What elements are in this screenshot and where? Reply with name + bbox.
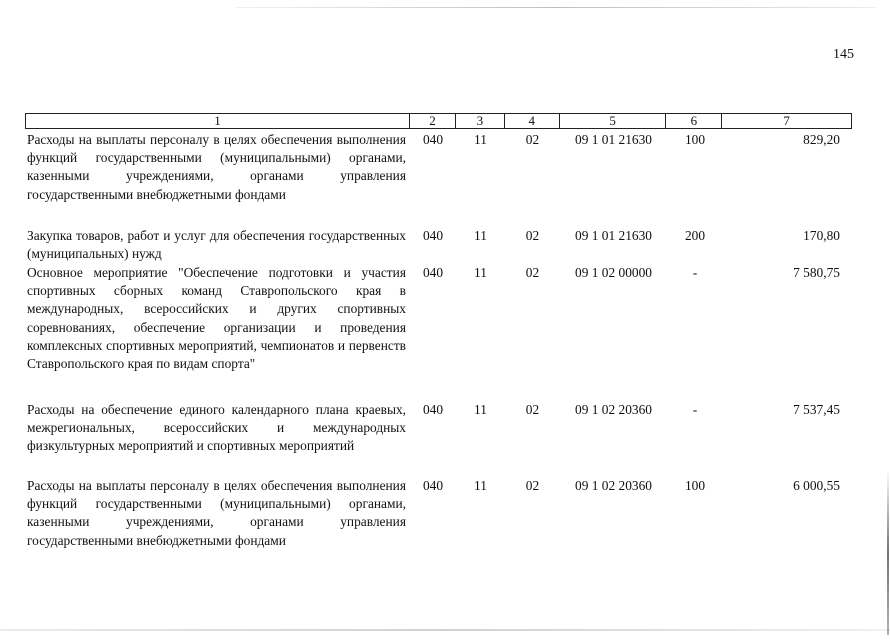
page-number: 145 (833, 47, 854, 62)
column-header-7: 7 (783, 113, 790, 128)
column-header-4: 4 (505, 114, 560, 128)
row-amount: 829,20 (803, 132, 840, 147)
row-code-3: 11 (474, 228, 487, 243)
row-code-6: 100 (684, 478, 706, 493)
column-header-1: 1 (26, 114, 410, 128)
row-code-6: 200 (684, 228, 706, 243)
row-code-5: 09 1 02 20360 (575, 478, 652, 493)
row-code-4: 02 (525, 132, 540, 147)
column-header-3: 3 (456, 114, 505, 128)
row-code-4: 02 (525, 228, 540, 243)
row-amount: 170,80 (803, 228, 840, 243)
row-code-5: 09 1 01 21630 (575, 228, 652, 243)
row-code-6: - (692, 265, 698, 280)
row-description: Закупка товаров, работ и услуг для обеспечения государственных (муниципальных) нужд (27, 228, 406, 262)
column-header-6: 6 (666, 114, 722, 128)
row-code-3: 11 (474, 402, 487, 417)
row-amount: 7 580,75 (793, 265, 840, 280)
row-description: Расходы на обеспечение единого календарного плана краевых, межрегиональных, всероссийских и международных физкультурных мероприятий и спортивных мероприятий (27, 402, 406, 454)
row-code-4: 02 (525, 402, 540, 417)
scan-artifact-top (235, 7, 875, 8)
scan-artifact-bottom (0, 629, 890, 631)
table-header-row (25, 113, 852, 129)
row-code-4: 02 (525, 478, 540, 493)
row-description: Расходы на выплаты персоналу в целях обеспечения выполнения функций государственными (муниципальными) органами, казенными учреждениями, органами управления государственными внебюджетными фондами (27, 478, 406, 548)
row-code-2: 040 (422, 228, 444, 243)
row-amount: 6 000,55 (793, 478, 840, 493)
column-header-5: 5 (560, 114, 667, 128)
row-code-5: 09 1 02 20360 (575, 402, 652, 417)
row-code-2: 040 (422, 265, 444, 280)
row-code-3: 11 (474, 478, 487, 493)
column-header-2: 2 (410, 114, 456, 128)
row-code-3: 11 (474, 132, 487, 147)
row-description: Основное мероприятие "Обеспечение подготовки и участия спортивных сборных команд Ставропольского края в международных, всероссийских и других спортивных соревнованиях, обеспечение организации и проведения комплексных спортивных мероприятий, чемпионатов и первенств Ставропольского края по видам спорта" (27, 265, 406, 372)
row-code-6: 100 (684, 132, 706, 147)
row-code-5: 09 1 02 00000 (575, 265, 652, 280)
row-code-2: 040 (422, 478, 444, 493)
row-description: Расходы на выплаты персоналу в целях обеспечения выполнения функций государственными (муниципальными) органами, казенными учреждениями, органами управления государственными внебюджетными фондами (27, 132, 406, 202)
row-code-3: 11 (474, 265, 487, 280)
row-code-4: 02 (525, 265, 540, 280)
row-code-2: 040 (422, 402, 444, 417)
row-code-5: 09 1 01 21630 (575, 132, 652, 147)
row-code-6: - (692, 402, 698, 417)
row-amount: 7 537,45 (793, 402, 840, 417)
scan-artifact-edge (887, 470, 889, 635)
row-code-2: 040 (422, 132, 444, 147)
